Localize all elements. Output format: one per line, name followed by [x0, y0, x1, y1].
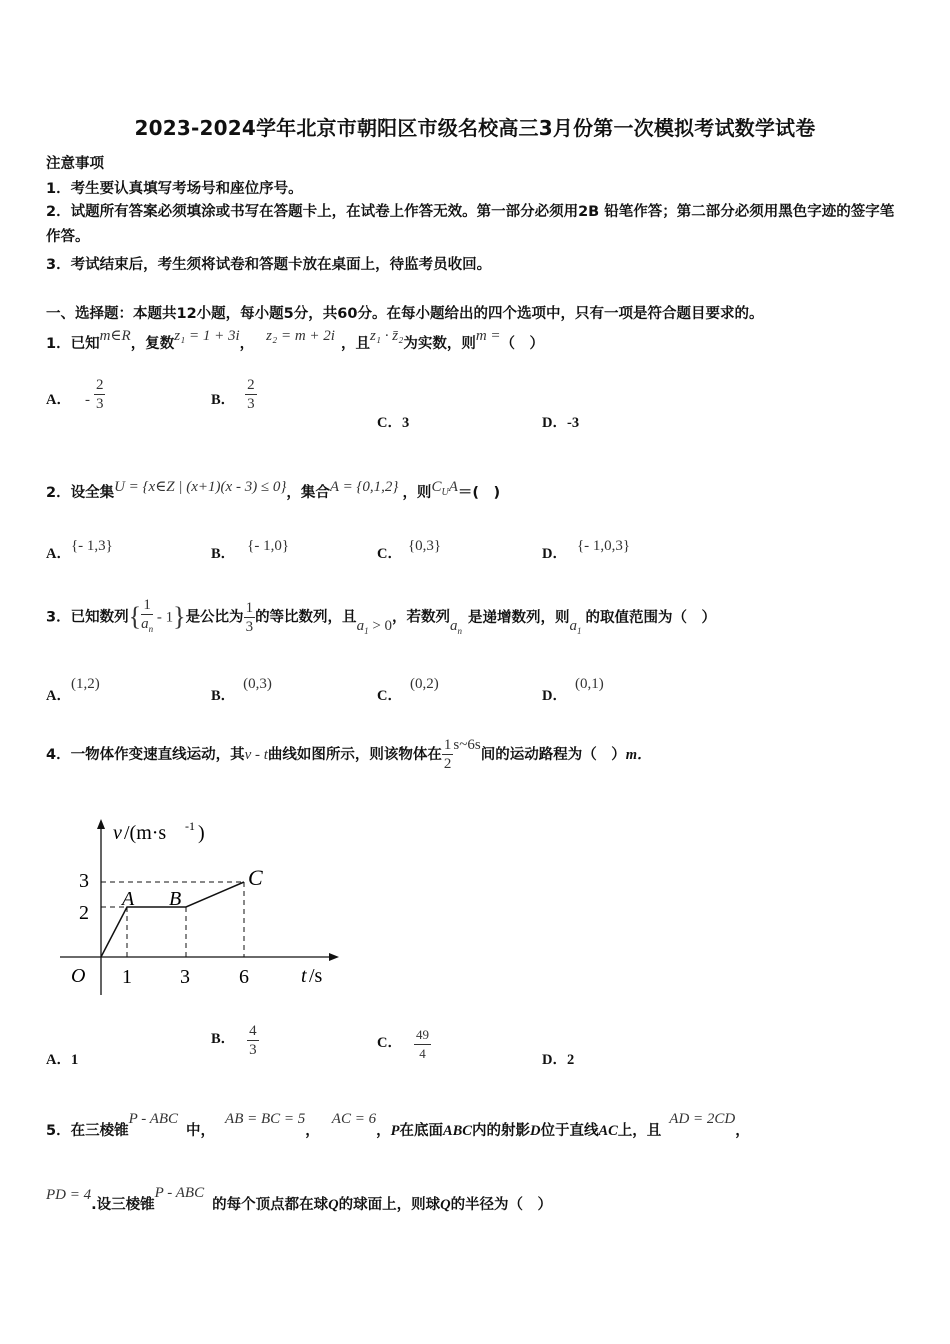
q5-text: ，: [735, 1123, 750, 1139]
y-tick-3: 3: [79, 870, 89, 892]
q2-option-c[interactable]: [377, 534, 442, 562]
math-expression: C: [431, 479, 442, 495]
option-value: (0,3): [243, 676, 272, 692]
option-value: {- 1,0}: [247, 538, 290, 554]
q4-option-b[interactable]: [211, 1022, 259, 1059]
math-expression: A = {0,1,2}: [329, 479, 399, 495]
point-c-label: C: [248, 865, 263, 890]
option-value: {0,3}: [407, 538, 442, 554]
q1-option-b[interactable]: [211, 377, 257, 413]
q5-text: ，: [376, 1123, 391, 1139]
math-expression: PD = 4: [46, 1187, 92, 1203]
math-letter: Q: [440, 1197, 451, 1213]
option-value: 1: [70, 1052, 79, 1068]
option-label: D．: [542, 688, 567, 704]
option-label: D．: [542, 1052, 567, 1068]
q1-text: 为实数，则: [403, 336, 476, 352]
y-axis-arrow-icon: [97, 819, 105, 829]
option-label: D．: [542, 415, 567, 431]
q2-text: ，则: [402, 485, 432, 501]
x-tick-1: 1: [122, 966, 132, 988]
option-value: 3: [401, 415, 410, 431]
point-a-label: A: [122, 888, 135, 910]
unit: m．: [625, 747, 652, 763]
x-tick-3: 3: [180, 966, 190, 988]
q3-text: 是递增数列，则: [468, 609, 570, 626]
q1-text: ，且: [340, 336, 370, 352]
q5-text: 的每个顶点都在球: [212, 1197, 329, 1213]
option-label: C．: [377, 415, 402, 431]
y-axis-unit: /(m·s: [124, 822, 167, 844]
option-label: B．: [211, 392, 236, 408]
math-expression: AB = BC = 5: [225, 1111, 306, 1127]
x-axis-arrow-icon: [329, 953, 339, 961]
math-expression: > 0: [368, 617, 393, 634]
q4-text: 间的运动路程为（ ）: [480, 747, 626, 763]
q1-text: ，复数: [130, 336, 175, 352]
option-fraction: $\frac{4}{3}$: [249, 1023, 257, 1058]
q4-text: 4．一物体作变速直线运动，其: [46, 747, 245, 763]
option-sign: -: [84, 392, 90, 408]
q5-text: 位于直线: [540, 1123, 599, 1139]
page-title: 2023-2024学年北京市朝阳区市级名校高三3月份第一次模拟考试数学试卷: [134, 116, 816, 140]
q1-option-a[interactable]: [46, 377, 105, 413]
q2-option-a[interactable]: [46, 534, 113, 562]
math-expression: a: [356, 617, 365, 634]
question-4: [46, 736, 652, 773]
x-tick-6: 6: [239, 966, 249, 988]
option-value: 2: [566, 1052, 575, 1068]
q4-option-c[interactable]: [377, 1026, 431, 1063]
question-5-line-1: [46, 1111, 750, 1140]
option-label: B．: [211, 1031, 236, 1047]
vt-graph: [55, 815, 345, 1005]
y-tick-2: 2: [79, 902, 89, 924]
q5-text: 中，: [186, 1123, 216, 1139]
math-expression: - 1: [153, 609, 174, 626]
math-expression: v - t: [244, 747, 268, 763]
x-axis-label: t: [301, 965, 307, 987]
option-value: {- 1,3}: [70, 538, 113, 554]
q1-text: ，: [239, 336, 255, 352]
q5-text: 的半径为（ ）: [450, 1197, 553, 1213]
math-expression: a: [450, 617, 458, 634]
math-expression: AC = 6: [331, 1111, 377, 1127]
q5-text: ，: [305, 1123, 320, 1139]
math-expression: m =: [475, 328, 501, 344]
option-label: A．: [46, 1052, 71, 1068]
notice-item: 2．试题所有答案必须填涂或书写在答题卡上，在试卷上作答无效。第一部分必须用2B 铅笔作答；第二部分必须用黑色字迹的签字笔作答。: [46, 204, 895, 245]
math-expression: z₂ = m + 2i: [266, 328, 335, 344]
math-fraction: $\frac{1}{3}$: [245, 599, 254, 635]
q4-option-a[interactable]: [46, 1048, 78, 1069]
q3-text: 的等比数列，且: [255, 609, 357, 626]
option-label: B．: [211, 546, 236, 562]
y-axis-exponent: -1: [185, 819, 195, 833]
q5-text: .设三棱锥: [91, 1197, 155, 1213]
brace-right: }: [173, 602, 186, 631]
math-expression: AD = 2CD: [669, 1111, 736, 1127]
q1-option-c[interactable]: [377, 411, 409, 432]
option-value: (0,2): [409, 676, 439, 692]
brace-left: {: [128, 602, 142, 631]
math-expression: A: [448, 479, 458, 495]
q2-text: ，集合: [286, 485, 330, 501]
math-fraction: $\frac{1}{a_n}$: [141, 597, 154, 634]
option-label: C．: [377, 546, 402, 562]
q3-text: 是公比为: [185, 609, 244, 626]
q5-text: 在底面: [399, 1123, 443, 1139]
option-fraction: $\frac{2}{3}$: [95, 377, 104, 412]
math-expression: P - ABC: [154, 1185, 205, 1201]
math-subscript: U: [441, 487, 449, 498]
option-value: (0,1): [574, 676, 604, 692]
math-expression: U = {x∈Z | (x+1)(x - 3) ≤ 0}: [114, 479, 287, 495]
math-expression: s~6s: [453, 737, 481, 753]
q1-option-d[interactable]: [542, 411, 579, 432]
q3-text: 3．已知数列: [46, 609, 129, 626]
option-label: A．: [46, 392, 71, 408]
origin-label: O: [71, 965, 86, 987]
math-expression: z₁ = 1 + 3i: [174, 328, 240, 344]
option-label: A．: [46, 688, 71, 704]
option-label: A．: [46, 546, 71, 562]
point-b-label: B: [169, 888, 182, 910]
option-label: C．: [377, 688, 402, 704]
q5-text: 上，且: [617, 1123, 662, 1139]
option-label: D．: [542, 546, 567, 562]
question-3: [46, 596, 716, 638]
q3-text: 的取值范围为（ ）: [585, 609, 717, 626]
q1-text: 1．已知: [46, 336, 100, 352]
question-2: [46, 481, 500, 502]
option-value: {- 1,0,3}: [576, 538, 631, 554]
math-fraction: $\frac{1}{2}$: [443, 737, 452, 772]
math-subscript: 1: [364, 625, 369, 636]
math-letter: Q: [328, 1197, 339, 1213]
y-axis-label: v: [113, 822, 122, 844]
notice-item: 3．考试结束后，考生须将试卷和答题卡放在桌面上，待监考员收回。: [46, 257, 492, 273]
math-subscript: 1: [577, 625, 582, 636]
q3-option-b[interactable]: [211, 672, 272, 704]
q2-text: ＝( ): [457, 485, 501, 501]
option-label: C．: [377, 1035, 402, 1051]
q3-option-c[interactable]: [377, 672, 439, 704]
q3-option-d[interactable]: [542, 672, 604, 704]
y-axis-close: ): [198, 822, 205, 844]
option-label: B．: [211, 688, 236, 704]
math-expression: z₁ · z̄₂: [369, 328, 404, 344]
q3-text: ，若数列: [392, 609, 451, 626]
q5-text: 的球面上，则球: [338, 1197, 441, 1213]
q5-text: 5．在三棱锥: [46, 1123, 129, 1139]
notice-item: 1．考生要认真填写考场号和座位序号。: [46, 181, 303, 197]
math-expression: a: [569, 617, 578, 634]
option-fraction: $\frac{2}{3}$: [247, 377, 255, 412]
math-letter: AC: [598, 1123, 618, 1139]
notice-heading: 注意事项: [46, 156, 104, 172]
math-letter: D: [529, 1123, 541, 1139]
math-subscript: n: [457, 625, 463, 636]
x-axis-unit: /s: [309, 965, 323, 987]
option-value: -3: [566, 415, 580, 431]
question-1: [46, 328, 545, 353]
q1-text: （ ）: [500, 336, 545, 352]
q2-text: 2．设全集: [46, 485, 115, 501]
q2-option-b[interactable]: [211, 534, 290, 562]
question-5-line-2: [46, 1185, 553, 1214]
q4-text: 曲线如图所示，则该物体在: [267, 747, 442, 763]
math-expression: P - ABC: [128, 1111, 179, 1127]
q3-option-a[interactable]: [46, 672, 100, 704]
math-letter: ABC: [442, 1123, 472, 1139]
q4-option-d[interactable]: [542, 1048, 574, 1069]
section-heading: 一、选择题：本题共12小题，每小题5分，共60分。在每小题给出的四个选项中，只有一项是符合题目要求的。: [46, 306, 764, 322]
math-letter: P: [390, 1123, 400, 1139]
q5-text: 内的射影: [471, 1123, 530, 1139]
math-expression: m∈R: [99, 328, 131, 344]
option-value: (1,2): [70, 676, 100, 692]
option-fraction: $\frac{49}{4}$: [415, 1027, 429, 1061]
q2-option-d[interactable]: [542, 534, 631, 562]
